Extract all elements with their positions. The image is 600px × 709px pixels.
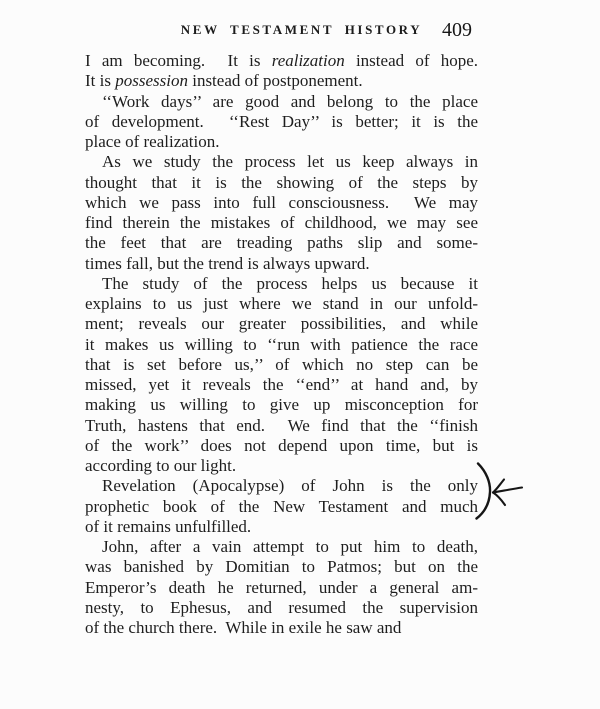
text-line: [85, 375, 478, 395]
text-segment: of development. ‘‘Rest Day’’ is better; it is the: [85, 111, 478, 131]
text-segment: of the work’’ does not depend upon time, but is: [85, 435, 478, 455]
italic-text: possession: [115, 71, 188, 91]
text-line: [85, 557, 478, 577]
text-segment: making us willing to give up misconception for: [85, 395, 478, 415]
text-segment: Revelation (Apocalypse) of John is the only: [102, 476, 478, 496]
text-line: [85, 537, 478, 557]
text-segment: thought that it is the showing of the steps by: [85, 172, 478, 192]
text-segment: find therein the mistakes of childhood, we may see: [85, 213, 478, 232]
text-segment: the feet that are treading paths slip and some-: [85, 233, 478, 253]
text-segment: I am becoming. It is: [85, 51, 272, 70]
paragraph: [85, 51, 478, 92]
text-segment: explains to us just where we stand in our unfold-: [85, 294, 478, 313]
text-line: [85, 314, 478, 334]
text-segment: place of realization.: [85, 132, 220, 151]
text-line: [85, 92, 478, 112]
text-segment: which we pass into full consciousness. We may: [85, 192, 478, 212]
text-segment: of the church there. While in exile he saw and: [85, 618, 402, 637]
text-line: [85, 497, 478, 517]
text-line: [85, 335, 478, 355]
text-segment: of it remains unfulfilled.: [85, 516, 252, 536]
text-segment: times fall, but the trend is always upward.: [85, 253, 370, 273]
text-segment: ment; reveals our greater possibilities, and while: [85, 314, 478, 334]
text-line: [85, 436, 478, 456]
paragraph: [85, 152, 478, 274]
text-line: [85, 598, 478, 618]
text-segment: As we study the process let us keep always in: [102, 152, 478, 172]
text-line: [85, 193, 478, 213]
text-segment: Truth, hastens that end. We find that the ‘‘finish: [85, 415, 478, 435]
text-segment: It is: [85, 71, 116, 91]
italic-text: realization: [271, 51, 345, 70]
page-header: [85, 19, 478, 41]
text-line: [85, 173, 478, 193]
text-line: [85, 395, 478, 415]
paragraph: [85, 476, 478, 537]
running-head-title: NEW TESTAMENT HISTORY: [180, 22, 423, 37]
text-line: [85, 71, 478, 91]
text-line: [85, 213, 478, 233]
paragraph: [85, 92, 478, 153]
text-line: [85, 578, 478, 598]
text-segment: Emperor’s death he returned, under a general am-: [85, 577, 478, 597]
text-line: [85, 254, 478, 274]
body-text: [85, 51, 478, 638]
text-line: [85, 416, 478, 436]
text-line: [85, 233, 478, 253]
text-segment: according to our light.: [85, 456, 237, 475]
text-segment: that is set before us,’’ of which no step can be: [85, 354, 478, 374]
text-segment: prophetic book of the New Testament and much: [85, 496, 478, 516]
text-segment: ‘‘Work days’’ are good and belong to the place: [102, 91, 478, 111]
left-arrow-icon: [489, 477, 525, 507]
text-segment: instead of postponement.: [187, 71, 363, 91]
text-segment: missed, yet it reveals the ‘‘end’’ at hand and, by: [85, 375, 478, 394]
text-line: [85, 112, 478, 132]
text-segment: was banished by Domitian to Patmos; but on the: [85, 557, 478, 577]
text-segment: nesty, to Ephesus, and resumed the supervision: [85, 597, 478, 617]
text-line: [85, 355, 478, 375]
paragraph: [85, 537, 478, 638]
text-line: [85, 152, 478, 172]
text-line: [85, 618, 478, 638]
text-line: [85, 294, 478, 314]
text-line: [85, 476, 478, 496]
text-line: [85, 456, 478, 476]
text-line: [85, 274, 478, 294]
text-line: [85, 132, 478, 152]
text-segment: it makes us willing to ‘‘run with patience the race: [85, 334, 478, 354]
paragraph: [85, 274, 478, 477]
text-segment: The study of the process helps us because it: [102, 273, 478, 293]
text-segment: John, after a vain attempt to put him to death,: [102, 537, 478, 556]
text-line: [85, 517, 478, 537]
page-number: 409: [442, 19, 472, 41]
text-line: [85, 51, 478, 71]
text-segment: instead of hope.: [344, 51, 478, 70]
